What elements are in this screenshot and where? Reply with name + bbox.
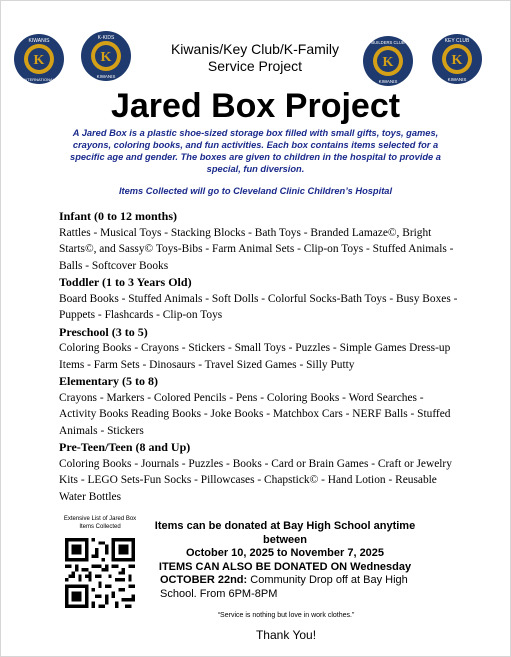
category-heading-elementary: Elementary (5 to 8) (59, 374, 158, 388)
builders-club-logo (362, 35, 414, 87)
donation-dates: October 10, 2025 to November 7, 2025 (185, 547, 385, 559)
svg-text:KIWANIS: KIWANIS (378, 79, 398, 84)
svg-text:INTERNATIONAL: INTERNATIONAL (23, 77, 55, 82)
svg-text:KEY CLUB: KEY CLUB (444, 38, 470, 44)
svg-text:K: K (33, 53, 45, 68)
donation-line-3: ITEMS CAN ALSO BE DONATED ON Wednesday (158, 560, 412, 573)
dropoff-date: OCTOBER 22nd: (160, 574, 248, 586)
item-categories (59, 208, 459, 505)
subtitle-line-1: Kiwanis/Key Club/K-Family (170, 41, 340, 57)
intro-paragraph: A Jared Box is a plastic shoe-sized storage box filled with small gifts, toys, games, crayons, coloring books, and fun activities. Each box contains items selected for a specific age and gender. The boxes are given to children in the hospital to provide a special, fun diversion. (70, 128, 441, 174)
svg-text:K: K (100, 50, 112, 65)
svg-text:K: K (382, 55, 394, 70)
svg-text:BUILDERS CLUB: BUILDERS CLUB (371, 40, 405, 45)
svg-text:K: K (451, 53, 463, 68)
k-kids-logo (80, 30, 132, 82)
svg-text:KIWANIS: KIWANIS (28, 38, 50, 44)
dropoff-info (160, 574, 410, 601)
category-heading-infant: Infant (0 to 12 months) (59, 209, 178, 223)
qr-caption: Extensive List of Jared Box Items Collected (63, 516, 137, 530)
category-heading-teen: Pre-Teen/Teen (8 and Up) (59, 440, 191, 454)
collection-destination: Items Collected will go to Cleveland Clinic Children’s Hospital (118, 186, 393, 196)
category-items-infant: Rattles - Musical Toys - Stacking Blocks - Bath Toys - Branded Lamaze©, Bright Starts©, and Sassy© Toys-Bibs - Farm Animal Sets - Clip-on Toys - Stuffed Animals - Balls - Softcover Books (59, 226, 454, 272)
thank-you: Thank You! (255, 628, 317, 642)
svg-text:KIWANIS: KIWANIS (96, 74, 116, 79)
category-heading-toddler: Toddler (1 to 3 Years Old) (59, 275, 192, 289)
qr-code[interactable] (65, 538, 135, 608)
donation-line-1: Items can be donated at Bay High School anytime between (154, 520, 416, 546)
kiwanis-international-logo (13, 33, 65, 85)
svg-text:K-KIDS: K-KIDS (97, 35, 115, 41)
category-items-toddler: Board Books - Stuffed Animals - Soft Dolls - Colorful Socks-Bath Toys - Busy Boxes - Puppets - Flashcards - Clip-on Toys (59, 292, 458, 321)
category-heading-preschool: Preschool (3 to 5) (59, 324, 148, 339)
page-title: Jared Box Project (110, 87, 401, 125)
subtitle-line-2: Service Project (207, 58, 303, 74)
donation-info (150, 520, 420, 574)
svg-text:KIWANIS: KIWANIS (447, 77, 467, 82)
key-club-logo (431, 33, 483, 85)
subtitle (150, 41, 360, 75)
dropoff-details: Community Drop off at Bay High School. From 6PM-8PM (160, 574, 408, 600)
category-items-elementary: Crayons - Markers - Colored Pencils - Pens - Coloring Books - Word Searches - Activity Books Reading Books - Joke Books - Matchbox Cars - NERF Balls - Stuffed Animals - Stickers (59, 391, 451, 437)
category-items-preschool: Coloring Books - Crayons - Stickers - Small Toys - Puzzles - Simple Games Dress-up Items - Farm Sets - Dinosaurs - Travel Sized Games - Silly Putty (59, 342, 451, 371)
category-items-teen: Coloring Books - Journals - Puzzles - Books - Card or Brain Games - Craft or Jewelry Kits - LEGO Sets-Fun Socks - Pillowcases - Chapstick© - Hand Lotion - Reusable Water Bottles (59, 457, 452, 503)
quote: “Service is nothing but love in work clothes.” (217, 612, 355, 619)
